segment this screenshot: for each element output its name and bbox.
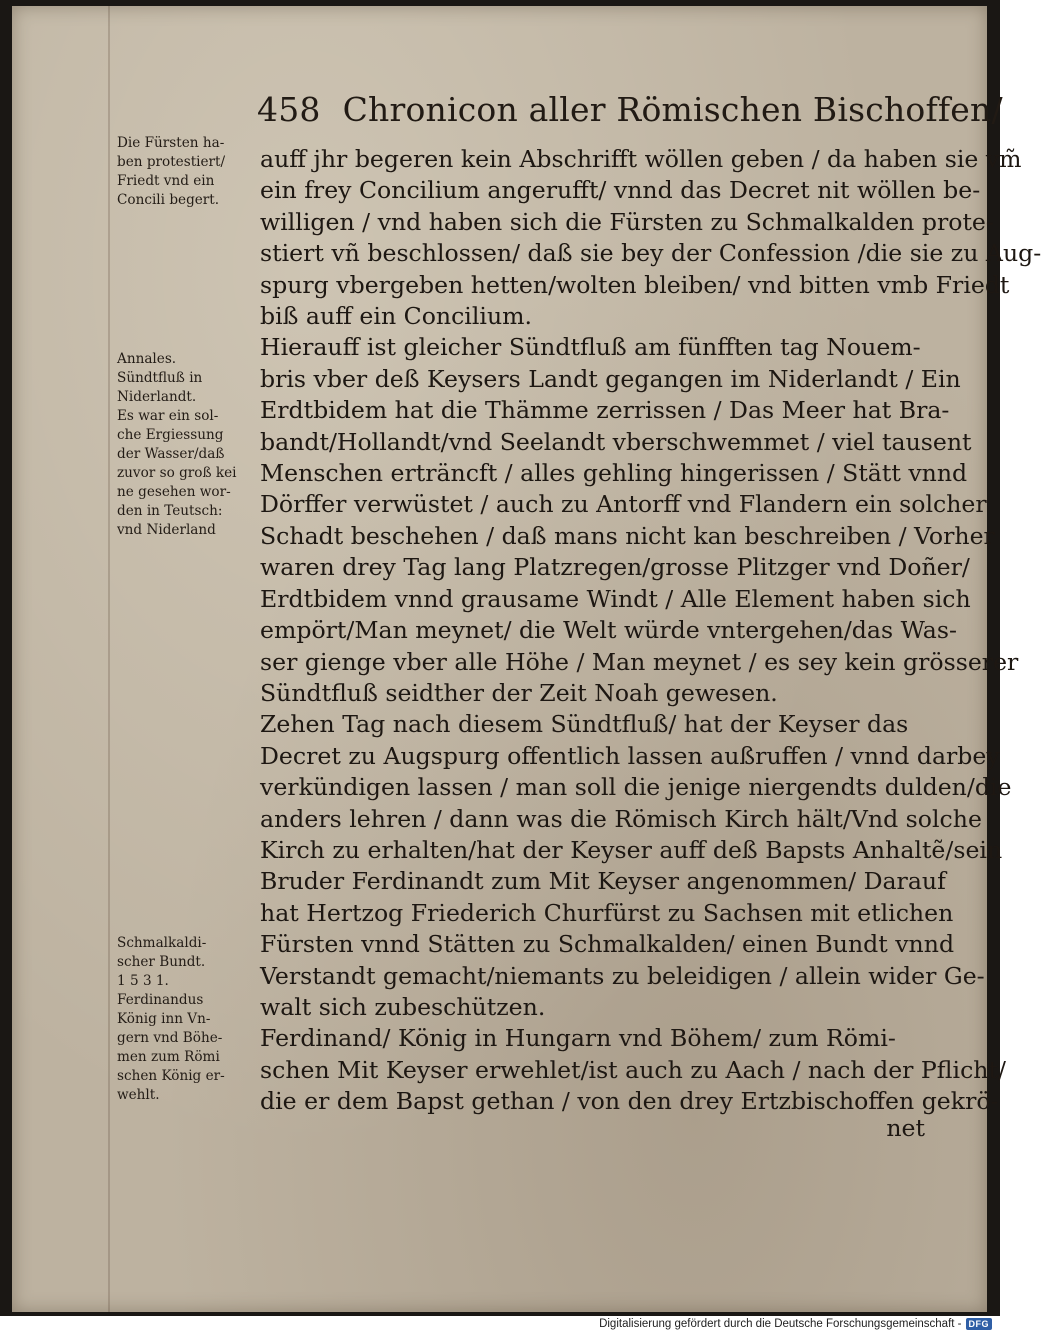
marginal-note-line: che Ergiessung xyxy=(117,427,224,443)
text-line: ser gienge vber alle Höhe / Man meynet / es sey kein grösserer xyxy=(260,647,1019,676)
text-line: bandt/Hollandt/vnd Seelandt vberschwemmet / viel tausent xyxy=(260,427,972,456)
text-line: bris vber deß Keysers Landt gegangen im Niderlandt / Ein xyxy=(260,364,961,393)
marginal-note-league xyxy=(117,934,265,1105)
text-line: Bruder Ferdinandt zum Mit Keyser angenommen/ Darauf xyxy=(260,867,946,896)
page-number: 458 xyxy=(257,90,321,129)
marginal-note-line: vnd Niderland xyxy=(117,522,216,538)
footer-credit: Digitalisierung gefördert durch die Deutsche Forschungsgemeinschaft - xyxy=(599,1318,962,1330)
main-text-block xyxy=(260,144,1041,1118)
running-title: Chronicon aller Römischen Bischoffen/ xyxy=(342,90,1003,129)
marginal-note-line: Annales. xyxy=(117,351,177,367)
text-line: Sündtfluß seidther der Zeit Noah gewesen. xyxy=(260,678,778,707)
text-line: hat Hertzog Friederich Churfürst zu Sachsen mit etlichen xyxy=(260,898,954,927)
text-line: schen Mit Keyser erwehlet/ist auch zu Aach / nach der Pflicht/ xyxy=(260,1055,1006,1084)
text-line: anders lehren / dann was die Römisch Kirch hält/Vnd solche xyxy=(260,804,982,833)
text-line: Kirch zu erhalten/hat der Keyser auff deß Bapsts Anhaltẽ/sein xyxy=(260,835,1003,864)
text-line: walt sich zubeschützen. xyxy=(260,992,546,1021)
marginal-note-line: ben protestiert/ xyxy=(117,154,226,170)
digitization-footer xyxy=(599,1318,992,1330)
marginal-note-line: Concili begert. xyxy=(117,192,220,208)
text-line: verkündigen lassen / man soll die jenige niergendts dulden/die xyxy=(260,773,1012,802)
text-line: Zehen Tag nach diesem Sündtfluß/ hat der Keyser das xyxy=(260,710,909,739)
marginal-note-line: der Wasser/daß xyxy=(117,446,225,462)
marginal-note-line: men zum Römi xyxy=(117,1049,220,1065)
marginal-note-line: schen König er- xyxy=(117,1068,225,1084)
page-fold-shadow xyxy=(108,6,110,1312)
marginal-note-line: Friedt vnd ein xyxy=(117,173,215,189)
marginal-note-line: Ferdinandus xyxy=(117,992,204,1008)
text-line: Fürsten vnnd Stätten zu Schmalkalden/ einen Bundt vnnd xyxy=(260,930,955,959)
marginal-note-line: Niderlandt. xyxy=(117,389,197,405)
marginal-note-line: 1 5 3 1. xyxy=(117,973,169,989)
catchword: net xyxy=(886,1114,925,1142)
marginal-note-line: gern vnd Böhe- xyxy=(117,1030,223,1046)
marginal-note-line: scher Bundt. xyxy=(117,954,206,970)
marginal-note-line: König inn Vn- xyxy=(117,1011,211,1027)
text-line: biß auff ein Concilium. xyxy=(260,302,533,331)
marginal-note-line: Die Fürsten ha- xyxy=(117,135,225,151)
marginal-note-protest xyxy=(117,134,265,210)
text-line: die er dem Bapst gethan / von den drey Ertzbischoffen gekrö- xyxy=(260,1087,999,1116)
marginal-note-line: zuvor so groß kei xyxy=(117,465,237,481)
text-line: stiert vñ beschlossen/ daß sie bey der Confession /die sie zu Aug- xyxy=(260,239,1041,268)
marginal-note-line: Schmalkaldi- xyxy=(117,935,207,951)
marginal-note-flood xyxy=(117,350,265,540)
text-line: Erdtbidem hat die Thämme zerrissen / Das Meer hat Bra- xyxy=(260,396,950,425)
text-line: Hierauff ist gleicher Sündtfluß am fünfften tag Nouem- xyxy=(260,333,921,362)
text-line: Erdtbidem vnnd grausame Windt / Alle Element haben sich xyxy=(260,584,971,613)
text-line: Ferdinand/ König in Hungarn vnd Böhem/ zum Römi- xyxy=(260,1024,896,1053)
text-line: spurg vbergeben hetten/wolten bleiben/ vnd bitten vmb Friedt xyxy=(260,270,1010,299)
text-line: auff jhr begeren kein Abschrifft wöllen geben / da haben sie vm̃ xyxy=(260,145,1022,173)
text-line: empört/Man meynet/ die Welt würde vntergehen/das Was- xyxy=(260,616,957,645)
text-line: Verstandt gemacht/niemants zu beleidigen / allein wider Ge- xyxy=(260,961,985,990)
marginal-note-line: Sündtfluß in xyxy=(117,370,203,386)
text-line: ein frey Concilium angerufft/ vnnd das Decret nit wöllen be- xyxy=(260,176,981,205)
text-line: Dörffer verwüstet / auch zu Antorff vnd Flandern ein solcher xyxy=(260,490,987,519)
text-line: willigen / vnd haben sich die Fürsten zu Schmalkalden prote- xyxy=(260,207,994,236)
marginal-note-line: den in Teutsch: xyxy=(117,503,223,519)
marginal-note-line: ne gesehen wor- xyxy=(117,484,231,500)
marginal-note-line: wehlt. xyxy=(117,1087,160,1103)
marginal-note-line: Es war ein sol- xyxy=(117,408,219,424)
text-line: Menschen erträncft / alles gehling hingerissen / Stätt vnnd xyxy=(260,459,968,488)
dfg-logo-icon: DFG xyxy=(966,1318,993,1330)
text-line: waren drey Tag lang Platzregen/grosse Plitzger vnd Doñer/ xyxy=(260,553,970,582)
text-line: Decret zu Augspurg offentlich lassen außruffen / vnnd darbey xyxy=(260,741,1000,770)
book-page xyxy=(12,6,1041,1312)
running-head xyxy=(257,90,1003,129)
text-line: Schadt beschehen / daß mans nicht kan beschreiben / Vorher xyxy=(260,521,995,550)
